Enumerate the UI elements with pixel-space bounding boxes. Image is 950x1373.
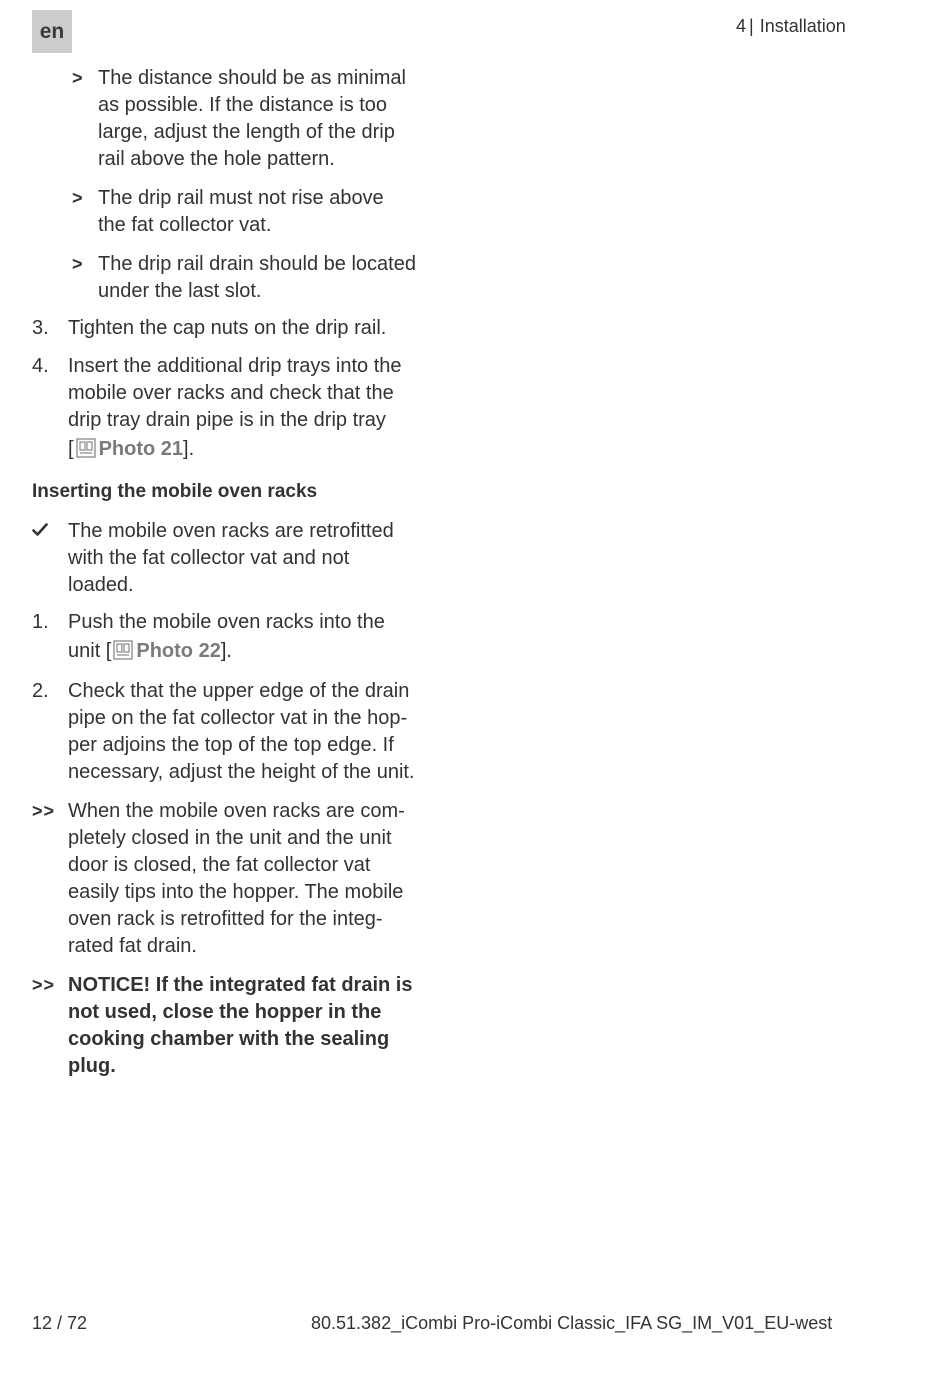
step-4	[32, 353, 432, 466]
sub-step-line: rail above the hole pattern.	[98, 148, 335, 170]
ref-bracket: ].	[183, 438, 195, 460]
result-line: easily tips into the hopper. The mobile	[68, 881, 404, 903]
language-tab: en	[32, 10, 72, 53]
sub-step-line: under the last slot.	[98, 280, 262, 302]
sub-step-marker: >	[72, 68, 83, 88]
sub-step	[32, 185, 432, 239]
sub-step	[32, 251, 432, 305]
result-line: When the mobile oven racks are com-	[68, 800, 405, 822]
result-line: oven rack is retrofitted for the integ-	[68, 908, 383, 930]
notice-line: NOTICE! If the integrated fat drain is	[68, 974, 413, 996]
photo-icon	[113, 640, 133, 668]
sub-step-line: The drip rail must not rise above	[98, 187, 384, 209]
section-heading: Inserting the mobile oven racks	[32, 481, 318, 502]
step-line: per adjoins the top of the top edge. If	[68, 734, 394, 756]
sub-step	[32, 65, 432, 173]
notice-line: plug.	[68, 1055, 116, 1077]
step-line: pipe on the fat collector vat in the hop-	[68, 707, 408, 729]
step-number: 2.	[32, 680, 49, 702]
checkmark-icon	[32, 519, 48, 546]
result-line: door is closed, the fat collector vat	[68, 854, 371, 876]
chapter-header	[736, 16, 846, 37]
result	[32, 798, 432, 960]
sub-step-line: The drip rail drain should be located	[98, 253, 416, 275]
photo-label: Photo 22	[136, 640, 221, 662]
photo-reference[interactable]	[111, 640, 232, 662]
step-line: drip tray drain pipe is in the drip tray	[68, 409, 386, 431]
notice-line: cooking chamber with the sealing	[68, 1028, 390, 1050]
step-line: Push the mobile oven racks into the	[68, 611, 385, 633]
precondition	[32, 518, 432, 599]
step-line: Check that the upper edge of the drain	[68, 680, 410, 702]
notice-result	[32, 972, 432, 1080]
step-number: 1.	[32, 611, 49, 633]
step-2	[32, 678, 432, 786]
step-line: Tighten the cap nuts on the drip rail.	[68, 317, 387, 339]
step-1	[32, 609, 432, 668]
step-number: 4.	[32, 355, 49, 377]
precondition-line: The mobile oven racks are retrofitted	[68, 520, 394, 542]
sub-step-marker: >	[72, 188, 83, 208]
result-line: pletely closed in the unit and the unit	[68, 827, 392, 849]
step-line: Insert the additional drip trays into the	[68, 355, 402, 377]
ref-bracket: [	[68, 438, 74, 460]
step-line	[68, 436, 432, 466]
precondition-line: with the fat collector vat and not	[68, 547, 350, 569]
result-line: rated fat drain.	[68, 935, 197, 957]
step-3	[32, 315, 432, 342]
chapter-number: 4	[736, 16, 747, 36]
page-content	[32, 65, 432, 1080]
step-line: mobile over racks and check that the	[68, 382, 394, 404]
chapter-title: Installation	[759, 16, 846, 36]
sub-step-line: the fat collector vat.	[98, 214, 272, 236]
step-number: 3.	[32, 317, 49, 339]
sub-step-line: as possible. If the distance is too	[98, 94, 388, 116]
header-separator: |	[749, 16, 754, 36]
result-marker: >>	[32, 801, 56, 821]
result-marker: >>	[32, 975, 56, 995]
page-number: 12 / 72	[32, 1313, 88, 1333]
step-line	[68, 638, 432, 668]
ref-prefix: unit [	[68, 640, 112, 662]
ref-bracket: ].	[220, 640, 232, 662]
document-id: 80.51.382_iCombi Pro-iCombi Classic_IFA SG_IM_V01_EU-west	[311, 1313, 833, 1333]
photo-label: Photo 21	[98, 438, 184, 460]
photo-icon	[76, 438, 96, 466]
notice-line: not used, close the hopper in the	[68, 1001, 382, 1023]
photo-reference[interactable]	[68, 438, 194, 460]
sub-step-line: The distance should be as minimal	[98, 67, 406, 89]
precondition-line: loaded.	[68, 574, 134, 596]
sub-step-marker: >	[72, 254, 83, 274]
sub-step-line: large, adjust the length of the drip	[98, 121, 395, 143]
step-line: necessary, adjust the height of the unit.	[68, 761, 415, 783]
